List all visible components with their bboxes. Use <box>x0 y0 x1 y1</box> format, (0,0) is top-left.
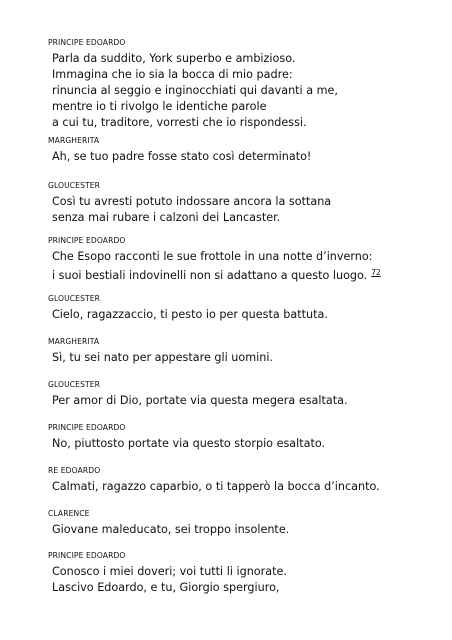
speech-lines <box>48 51 443 131</box>
verse-line: rinuncia al seggio e inginocchiati qui davanti a me, <box>52 84 338 97</box>
speech-lines <box>48 522 443 538</box>
speaker-name: PRINCIPE EDOARDO <box>48 551 126 560</box>
speech-lines <box>48 149 443 165</box>
speaker-name: GLOUCESTER <box>48 380 101 389</box>
speech-block <box>48 466 443 495</box>
verse-line: Calmati, ragazzo caparbio, o ti tapperò la bocca d’incanto. <box>52 480 380 493</box>
speech-block <box>48 294 443 323</box>
verse-line: Per amor di Dio, portate via questa megera esaltata. <box>52 394 348 407</box>
speech-block <box>48 423 443 452</box>
verse-line: Lascivo Edoardo, e tu, Giorgio spergiuro, <box>52 581 280 594</box>
speech-block <box>48 380 443 409</box>
verse-line: Immagina che io sia la bocca di mio padre: <box>52 68 293 81</box>
speaker-name: RE EDOARDO <box>48 466 101 475</box>
speech-block <box>48 38 443 131</box>
speech-lines <box>48 194 443 226</box>
verse-line: mentre io ti rivolgo le identiche parole <box>52 100 267 113</box>
speaker-name: CLARENCE <box>48 509 90 518</box>
verse-line: Che Esopo racconti le sue frottole in una notte d’inverno: <box>52 250 373 263</box>
speech-block <box>48 509 443 538</box>
speaker-name: MARGHERITA <box>48 136 100 145</box>
speech-lines <box>48 393 443 409</box>
verse-line: a cui tu, traditore, vorresti che io rispondessi. <box>52 116 307 129</box>
speech-block <box>48 551 443 596</box>
verse-line: Così tu avresti potuto indossare ancora la sottana <box>52 195 332 208</box>
verse-line: Conosco i miei doveri; voi tutti li ignorate. <box>52 565 287 578</box>
speech-lines <box>48 436 443 452</box>
speaker-name: PRINCIPE EDOARDO <box>48 236 126 245</box>
verse-line: Giovane maleducato, sei troppo insolente. <box>52 523 290 536</box>
verse-line: No, piuttosto portate via questo storpio esaltato. <box>52 437 326 450</box>
speaker-name: PRINCIPE EDOARDO <box>48 38 126 47</box>
speech-lines <box>48 564 443 596</box>
speech-lines <box>48 479 443 495</box>
footnote-reference[interactable]: 72 <box>371 268 381 277</box>
speech-block <box>48 181 443 226</box>
verse-line: Cielo, ragazzaccio, ti pesto io per questa battuta. <box>52 308 328 321</box>
speech-lines <box>48 307 443 323</box>
verse-line: Parla da suddito, York superbo e ambizioso. <box>52 52 296 65</box>
verse-line: senza mai rubare i calzoni dei Lancaster. <box>52 211 281 224</box>
verse-line <box>52 265 443 284</box>
speaker-name: MARGHERITA <box>48 337 100 346</box>
speaker-name: GLOUCESTER <box>48 181 101 190</box>
verse-line: Ah, se tuo padre fosse stato così determinato! <box>52 150 312 163</box>
verse-line-text: i suoi bestiali indovinelli non si adattano a questo luogo. <box>52 269 368 282</box>
speaker-name: PRINCIPE EDOARDO <box>48 423 126 432</box>
speech-block <box>48 236 443 284</box>
speech-lines <box>48 350 443 366</box>
speech-block <box>48 337 443 366</box>
speech-block <box>48 136 443 165</box>
verse-line: Sì, tu sei nato per appestare gli uomini. <box>52 351 273 364</box>
speech-lines <box>48 249 443 284</box>
speaker-name: GLOUCESTER <box>48 294 101 303</box>
